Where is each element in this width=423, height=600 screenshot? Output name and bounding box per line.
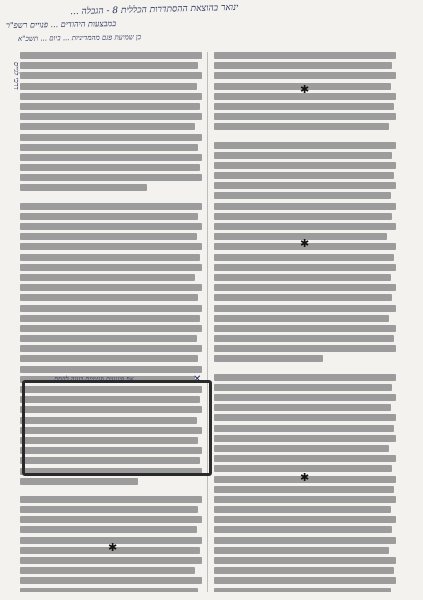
handwritten-third-line: כן שמיעת פגם מהמדיניות ... ביום ... תשכ"א — [17, 33, 142, 43]
highlighted-paragraph-box — [22, 380, 212, 476]
article-column-right — [214, 52, 396, 592]
column-divider — [207, 52, 208, 592]
star-icon: ✱ — [300, 237, 310, 250]
star-icon: ✱ — [300, 83, 310, 96]
star-icon: ✱ — [108, 541, 118, 554]
handwritten-box-note: אף פיגועים פנימיים בעזה להסת... — [48, 375, 134, 383]
article-column-left — [20, 52, 202, 592]
handwritten-side-note: דרכי לגייס — [12, 62, 20, 90]
handwritten-x-mark: ✕ — [193, 374, 202, 385]
handwritten-second-line: במבצעות היהודים ... פנויים רשפ"ר — [5, 19, 117, 30]
star-icon: ✱ — [300, 471, 310, 484]
handwritten-top-line: ינואר בהוצאת ההסתדרות הכללית 8 - הגבלה ... — [69, 2, 239, 18]
